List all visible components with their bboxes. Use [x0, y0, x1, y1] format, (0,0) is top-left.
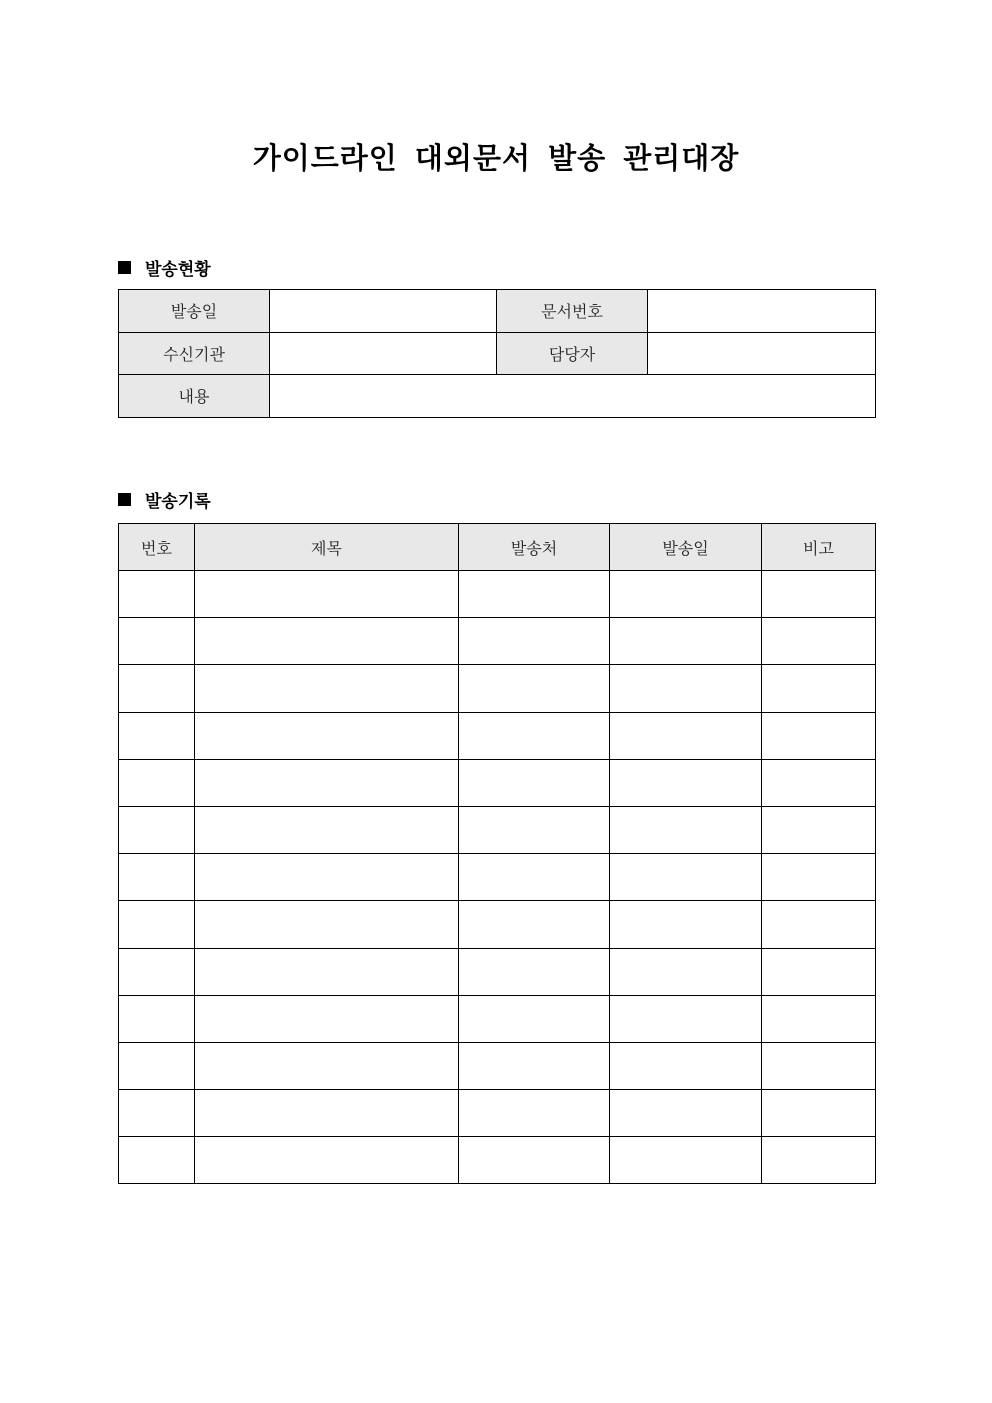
doc-number-label: 문서번호 [497, 290, 648, 333]
record-section-heading [118, 487, 211, 512]
table-row [119, 712, 876, 759]
cell-destination[interactable] [459, 806, 610, 853]
cell-destination[interactable] [459, 618, 610, 665]
cell-send-date[interactable] [610, 901, 762, 948]
cell-title[interactable] [195, 1042, 459, 1089]
cell-remarks[interactable] [762, 1042, 876, 1089]
cell-number[interactable] [119, 759, 195, 806]
cell-number[interactable] [119, 1090, 195, 1137]
table-row [119, 1137, 876, 1184]
cell-number[interactable] [119, 712, 195, 759]
cell-send-date[interactable] [610, 1042, 762, 1089]
cell-remarks[interactable] [762, 948, 876, 995]
cell-number[interactable] [119, 854, 195, 901]
table-row [119, 948, 876, 995]
cell-remarks[interactable] [762, 712, 876, 759]
status-row [119, 332, 876, 375]
cell-remarks[interactable] [762, 901, 876, 948]
table-row [119, 1042, 876, 1089]
cell-number[interactable] [119, 806, 195, 853]
status-row [119, 375, 876, 418]
column-header-destination: 발송처 [459, 524, 610, 571]
cell-send-date[interactable] [610, 1090, 762, 1137]
cell-number[interactable] [119, 618, 195, 665]
record-section-heading-text: 발송기록 [145, 492, 211, 512]
cell-title[interactable] [195, 712, 459, 759]
record-header-row [119, 524, 876, 571]
table-row [119, 854, 876, 901]
send-date-field[interactable] [270, 290, 497, 333]
cell-title[interactable] [195, 948, 459, 995]
cell-remarks[interactable] [762, 665, 876, 712]
status-table [118, 289, 876, 418]
table-row [119, 995, 876, 1042]
doc-number-field[interactable] [648, 290, 876, 333]
cell-send-date[interactable] [610, 665, 762, 712]
cell-remarks[interactable] [762, 618, 876, 665]
status-row [119, 290, 876, 333]
send-date-label: 발송일 [119, 290, 270, 333]
cell-title[interactable] [195, 618, 459, 665]
cell-send-date[interactable] [610, 712, 762, 759]
cell-title[interactable] [195, 571, 459, 618]
cell-destination[interactable] [459, 665, 610, 712]
cell-send-date[interactable] [610, 759, 762, 806]
cell-number[interactable] [119, 1137, 195, 1184]
recipient-org-field[interactable] [270, 332, 497, 375]
cell-destination[interactable] [459, 995, 610, 1042]
column-header-remarks: 비고 [762, 524, 876, 571]
cell-title[interactable] [195, 1137, 459, 1184]
cell-number[interactable] [119, 1042, 195, 1089]
cell-number[interactable] [119, 665, 195, 712]
content-label: 내용 [119, 375, 270, 418]
cell-title[interactable] [195, 995, 459, 1042]
cell-remarks[interactable] [762, 759, 876, 806]
square-bullet-icon [118, 493, 131, 506]
status-section-heading-text: 발송현황 [145, 260, 211, 280]
cell-number[interactable] [119, 901, 195, 948]
cell-number[interactable] [119, 995, 195, 1042]
table-row [119, 1090, 876, 1137]
cell-number[interactable] [119, 571, 195, 618]
record-table [118, 523, 876, 1184]
cell-title[interactable] [195, 1090, 459, 1137]
cell-number[interactable] [119, 948, 195, 995]
table-row [119, 665, 876, 712]
cell-send-date[interactable] [610, 995, 762, 1042]
cell-destination[interactable] [459, 571, 610, 618]
square-bullet-icon [118, 261, 131, 274]
column-header-number: 번호 [119, 524, 195, 571]
cell-remarks[interactable] [762, 995, 876, 1042]
cell-send-date[interactable] [610, 854, 762, 901]
column-header-title: 제목 [195, 524, 459, 571]
cell-destination[interactable] [459, 901, 610, 948]
manager-label: 담당자 [497, 332, 648, 375]
cell-send-date[interactable] [610, 806, 762, 853]
cell-destination[interactable] [459, 948, 610, 995]
cell-title[interactable] [195, 759, 459, 806]
cell-title[interactable] [195, 901, 459, 948]
cell-title[interactable] [195, 806, 459, 853]
cell-destination[interactable] [459, 1090, 610, 1137]
cell-send-date[interactable] [610, 571, 762, 618]
cell-destination[interactable] [459, 1137, 610, 1184]
cell-destination[interactable] [459, 854, 610, 901]
cell-remarks[interactable] [762, 806, 876, 853]
cell-remarks[interactable] [762, 1137, 876, 1184]
cell-destination[interactable] [459, 712, 610, 759]
manager-field[interactable] [648, 332, 876, 375]
status-section-heading [118, 255, 211, 280]
table-row [119, 806, 876, 853]
cell-remarks[interactable] [762, 571, 876, 618]
cell-send-date[interactable] [610, 948, 762, 995]
recipient-org-label: 수신기관 [119, 332, 270, 375]
table-row [119, 571, 876, 618]
cell-remarks[interactable] [762, 1090, 876, 1137]
cell-destination[interactable] [459, 1042, 610, 1089]
cell-send-date[interactable] [610, 1137, 762, 1184]
content-field[interactable] [270, 375, 876, 418]
cell-title[interactable] [195, 854, 459, 901]
table-row [119, 618, 876, 665]
column-header-send-date: 발송일 [610, 524, 762, 571]
cell-title[interactable] [195, 665, 459, 712]
cell-remarks[interactable] [762, 854, 876, 901]
cell-send-date[interactable] [610, 618, 762, 665]
cell-destination[interactable] [459, 759, 610, 806]
document-title: 가이드라인 대외문서 발송 관리대장 [252, 141, 740, 175]
record-table-body [119, 571, 876, 1184]
table-row [119, 901, 876, 948]
table-row [119, 759, 876, 806]
